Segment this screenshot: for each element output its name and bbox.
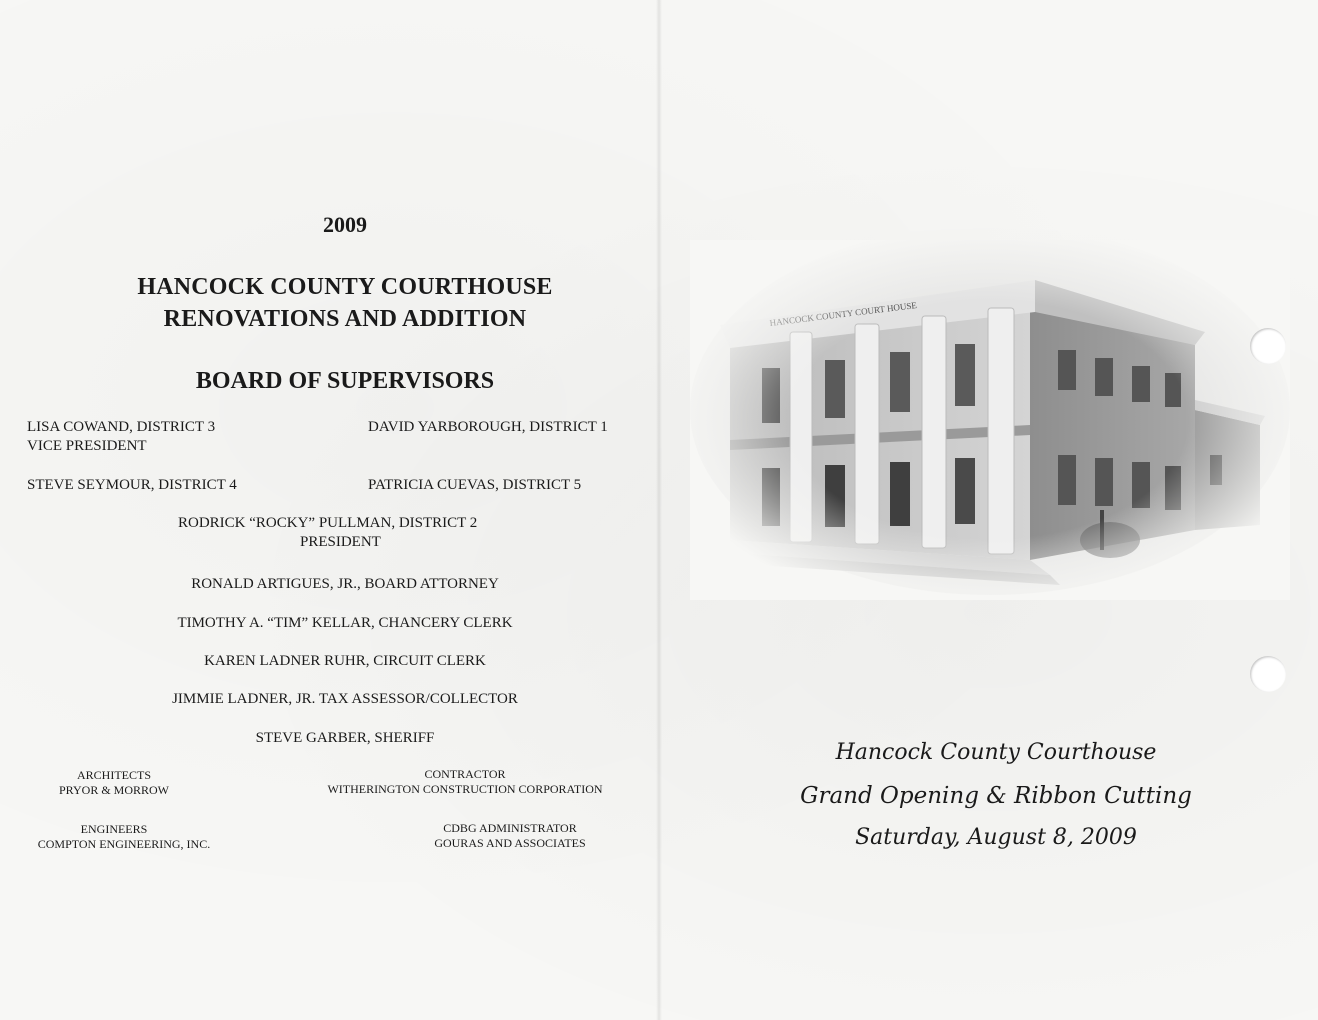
punch-hole-top: [1250, 328, 1286, 364]
architects-label: ARCHITECTS: [76, 768, 151, 782]
contractor-label: CONTRACTOR: [424, 767, 506, 781]
official-chancery-clerk: TIMOTHY A. “TIM” KELLAR, CHANCERY CLERK: [177, 615, 513, 631]
contractor-value: WITHERINGTON CONSTRUCTION CORPORATION: [327, 782, 603, 796]
official-board-attorney: RONALD ARTIGUES, JR., BOARD ATTORNEY: [191, 576, 499, 592]
left-panel: [0, 0, 656, 1020]
official-tax-assessor: JIMMIE LADNER, JR. TAX ASSESSOR/COLLECTOR: [172, 691, 518, 707]
official-circuit-clerk: KAREN LADNER RUHR, CIRCUIT CLERK: [204, 653, 486, 669]
member-patricia-cuevas: PATRICIA CUEVAS, DISTRICT 5: [368, 477, 582, 493]
member-rodrick-pullman: RODRICK “ROCKY” PULLMAN, DISTRICT 2: [178, 515, 478, 531]
board-heading: BOARD OF SUPERVISORS: [195, 368, 495, 394]
event-venue: Hancock County Courthouse: [835, 740, 1157, 765]
architects-value: PRYOR & MORROW: [58, 783, 170, 797]
year-heading: 2009: [323, 212, 367, 237]
official-sheriff: STEVE GARBER, SHERIFF: [255, 730, 435, 746]
cdbg-label: CDBG ADMINISTRATOR: [443, 821, 577, 835]
member-rodrick-role: PRESIDENT: [300, 534, 381, 550]
title-line-1: HANCOCK COUNTY COURTHOUSE: [137, 274, 553, 300]
punch-hole-bottom: [1250, 656, 1286, 692]
title-line-2: RENOVATIONS AND ADDITION: [163, 306, 527, 332]
member-lisa-cowand: LISA COWAND, DISTRICT 3: [27, 419, 216, 435]
engineers-value: COMPTON ENGINEERING, INC.: [37, 837, 211, 851]
engineers-label: ENGINEERS: [80, 822, 148, 836]
event-title: Grand Opening & Ribbon Cutting: [800, 783, 1192, 809]
member-lisa-role: VICE PRESIDENT: [27, 438, 147, 454]
event-date: Saturday, August 8, 2009: [855, 825, 1137, 850]
courthouse-photo: [690, 240, 1290, 600]
member-david-yarborough: DAVID YARBOROUGH, DISTRICT 1: [368, 419, 608, 435]
right-panel: [662, 0, 1318, 1020]
cdbg-value: GOURAS AND ASSOCIATES: [434, 836, 586, 850]
member-steve-seymour: STEVE SEYMOUR, DISTRICT 4: [27, 477, 237, 493]
